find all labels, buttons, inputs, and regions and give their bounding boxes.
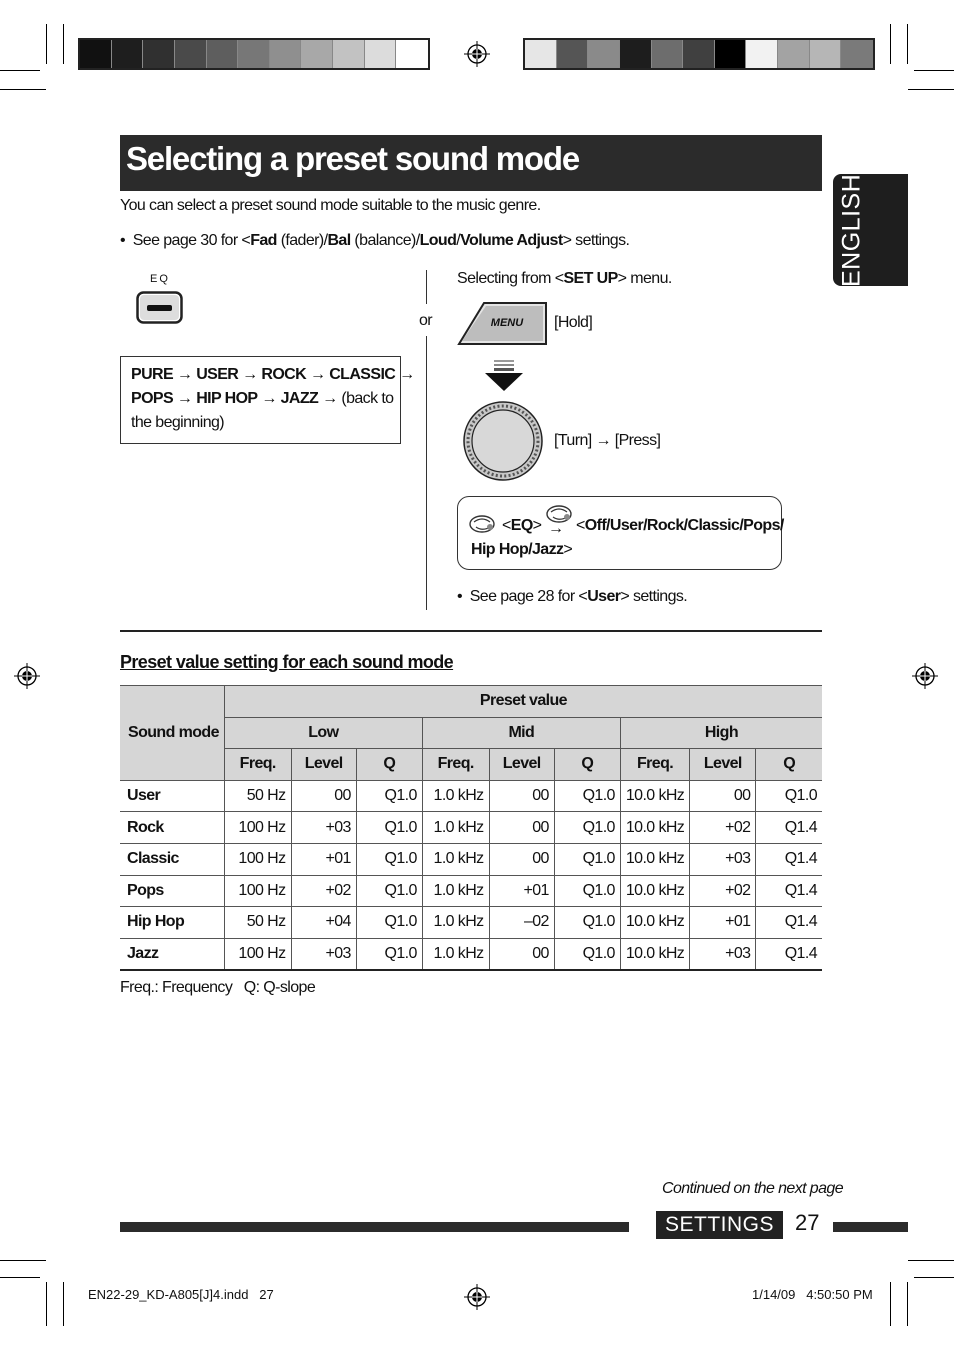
- value-cell: +02: [690, 875, 756, 907]
- color-swatch: [80, 40, 112, 68]
- crop-mark: [46, 24, 47, 64]
- table-row: [120, 875, 822, 907]
- value-cell: +02: [690, 812, 756, 844]
- value-cell: 10.0 kHz: [620, 812, 689, 844]
- header-q: Q: [356, 749, 422, 781]
- crop-mark: [46, 1282, 47, 1326]
- color-swatch: [333, 40, 365, 68]
- value-cell: 00: [489, 938, 554, 970]
- value-cell: 00: [489, 843, 554, 875]
- value-cell: +03: [291, 938, 356, 970]
- crop-mark: [0, 1260, 46, 1261]
- print-file-info: EN22-29_KD-A805[J]4.indd 27: [88, 1287, 274, 1302]
- crop-mark: [907, 24, 908, 64]
- header-freq: Freq.: [620, 749, 689, 781]
- color-swatch: [715, 40, 747, 68]
- value-cell: +03: [291, 812, 356, 844]
- value-cell: 1.0 kHz: [422, 780, 489, 812]
- header-q: Q: [756, 749, 822, 781]
- footer-bar: [833, 1222, 908, 1232]
- eq-options-list: <Off/User/Rock/Classic/Pops/: [576, 517, 784, 534]
- intro-text: You can select a preset sound mode suitable to the music genre.: [120, 197, 541, 214]
- value-cell: 10.0 kHz: [620, 907, 689, 939]
- value-cell: 00: [489, 780, 554, 812]
- language-tab-label: ENGLISH: [837, 173, 866, 287]
- turn-press-label: [Turn] → [Press]: [554, 432, 661, 449]
- color-swatch: [683, 40, 715, 68]
- control-dial-icon[interactable]: [463, 401, 543, 481]
- table-row: [120, 907, 822, 939]
- header-sound-mode: Sound mode: [120, 686, 224, 781]
- value-cell: Q1.4: [756, 907, 822, 939]
- value-cell: 10.0 kHz: [620, 875, 689, 907]
- value-cell: 10.0 kHz: [620, 780, 689, 812]
- setup-menu-instruction: Selecting from <SET UP> menu.: [457, 270, 672, 287]
- crop-mark: [908, 1260, 954, 1261]
- value-cell: Q1.0: [756, 780, 822, 812]
- crop-mark: [890, 24, 891, 64]
- value-cell: Q1.0: [554, 938, 620, 970]
- value-cell: 100 Hz: [224, 875, 291, 907]
- color-swatch: [238, 40, 270, 68]
- value-cell: Q1.4: [756, 938, 822, 970]
- table-row: [120, 843, 822, 875]
- section-divider: [120, 630, 822, 632]
- table-row: [120, 780, 822, 812]
- color-swatch: [143, 40, 175, 68]
- eq-options-list-continued: Hip Hop/Jazz>: [471, 541, 573, 558]
- continued-note: Continued on the next page: [662, 1180, 844, 1197]
- value-cell: Q1.0: [356, 938, 422, 970]
- header-freq: Freq.: [224, 749, 291, 781]
- color-swatch: [652, 40, 684, 68]
- crop-mark: [914, 1277, 954, 1278]
- table-row: [120, 938, 822, 970]
- value-cell: 100 Hz: [224, 843, 291, 875]
- color-swatch: [778, 40, 810, 68]
- crop-mark: [907, 1282, 908, 1326]
- header-preset-value: Preset value: [224, 686, 822, 718]
- value-cell: Q1.0: [356, 780, 422, 812]
- value-cell: Q1.4: [756, 812, 822, 844]
- column-divider: [426, 270, 427, 304]
- crop-mark: [63, 1282, 64, 1326]
- sound-mode-cell: Rock: [120, 812, 224, 844]
- hand-press-icon: [468, 513, 498, 535]
- header-level: Level: [690, 749, 756, 781]
- eq-sequence-box: PURE → USER → ROCK → CLASSIC → POPS → HIP HOP → JAZZ → (back to the beginning): [120, 356, 401, 444]
- color-calibration-bar-right: [523, 38, 875, 70]
- footer-bar: [120, 1222, 629, 1232]
- page-title: Selecting a preset sound mode: [126, 140, 579, 177]
- header-level: Level: [489, 749, 554, 781]
- value-cell: +01: [291, 843, 356, 875]
- value-cell: Q1.0: [554, 843, 620, 875]
- value-cell: Q1.4: [756, 875, 822, 907]
- value-cell: 1.0 kHz: [422, 843, 489, 875]
- section-label: SETTINGS: [656, 1211, 783, 1239]
- value-cell: +01: [690, 907, 756, 939]
- color-swatch: [620, 40, 652, 68]
- eq-button-label: EQ: [150, 273, 170, 285]
- table-footnote: Freq.: Frequency Q: Q-slope: [120, 979, 316, 996]
- value-cell: Q1.0: [554, 812, 620, 844]
- value-cell: 50 Hz: [224, 907, 291, 939]
- menu-button-icon[interactable]: [456, 299, 548, 347]
- color-calibration-bar-left: [78, 38, 430, 70]
- color-swatch: [810, 40, 842, 68]
- color-swatch: [525, 40, 557, 68]
- value-cell: 100 Hz: [224, 812, 291, 844]
- value-cell: Q1.0: [356, 843, 422, 875]
- color-swatch: [207, 40, 239, 68]
- color-swatch: [557, 40, 589, 68]
- value-cell: 10.0 kHz: [620, 843, 689, 875]
- eq-button-icon[interactable]: [136, 291, 184, 325]
- value-cell: 00: [489, 812, 554, 844]
- color-swatch: [588, 40, 620, 68]
- value-cell: Q1.0: [356, 875, 422, 907]
- value-cell: 100 Hz: [224, 938, 291, 970]
- crop-mark: [0, 70, 40, 71]
- hold-label: [Hold]: [554, 314, 593, 331]
- color-swatch: [396, 40, 428, 68]
- value-cell: Q1.4: [756, 843, 822, 875]
- crop-mark: [914, 70, 954, 71]
- column-divider: [426, 336, 427, 610]
- value-cell: +03: [690, 843, 756, 875]
- registration-mark-icon: [464, 41, 490, 67]
- value-cell: Q1.0: [356, 907, 422, 939]
- sound-mode-cell: Classic: [120, 843, 224, 875]
- header-q: Q: [554, 749, 620, 781]
- value-cell: Q1.0: [356, 812, 422, 844]
- sound-mode-cell: Pops: [120, 875, 224, 907]
- arrow-label: →: [548, 520, 564, 537]
- color-swatch: [270, 40, 302, 68]
- value-cell: 1.0 kHz: [422, 907, 489, 939]
- print-date-info: 1/14/09 4:50:50 PM: [752, 1287, 873, 1302]
- color-swatch: [301, 40, 333, 68]
- page-number: 27: [795, 1210, 820, 1235]
- header-band-mid: Mid: [422, 717, 620, 749]
- value-cell: 1.0 kHz: [422, 812, 489, 844]
- header-level: Level: [291, 749, 356, 781]
- header-band-low: Low: [224, 717, 422, 749]
- color-swatch: [112, 40, 144, 68]
- color-swatch: [746, 40, 778, 68]
- value-cell: 00: [291, 780, 356, 812]
- crop-mark: [0, 89, 46, 90]
- registration-mark-icon: [14, 663, 40, 689]
- value-cell: +02: [291, 875, 356, 907]
- eq-menu-item: <EQ>: [502, 517, 542, 534]
- down-arrow-icon: [485, 360, 523, 392]
- bullet-user-reference: • See page 28 for <User> settings.: [457, 588, 688, 605]
- sound-mode-cell: Hip Hop: [120, 907, 224, 939]
- bullet-settings-reference: • See page 30 for <Fad (fader)/Bal (balance)/Loud/Volume Adjust> settings.: [120, 232, 630, 249]
- value-cell: 1.0 kHz: [422, 938, 489, 970]
- color-swatch: [365, 40, 397, 68]
- sound-mode-cell: User: [120, 780, 224, 812]
- registration-mark-icon: [912, 663, 938, 689]
- color-swatch: [175, 40, 207, 68]
- registration-mark-icon: [464, 1284, 490, 1310]
- header-band-high: High: [620, 717, 822, 749]
- crop-mark: [890, 1282, 891, 1326]
- value-cell: +04: [291, 907, 356, 939]
- section-title: Preset value setting for each sound mode: [120, 652, 454, 672]
- value-cell: 00: [690, 780, 756, 812]
- sound-mode-cell: Jazz: [120, 938, 224, 970]
- value-cell: 1.0 kHz: [422, 875, 489, 907]
- value-cell: 50 Hz: [224, 780, 291, 812]
- value-cell: +01: [489, 875, 554, 907]
- crop-mark: [908, 89, 954, 90]
- or-label: or: [419, 312, 433, 329]
- value-cell: Q1.0: [554, 907, 620, 939]
- value-cell: –02: [489, 907, 554, 939]
- value-cell: 10.0 kHz: [620, 938, 689, 970]
- value-cell: Q1.0: [554, 875, 620, 907]
- svg-text:MENU: MENU: [490, 317, 524, 329]
- header-freq: Freq.: [422, 749, 489, 781]
- crop-mark: [63, 24, 64, 64]
- crop-mark: [0, 1277, 40, 1278]
- table-row: [120, 812, 822, 844]
- preset-value-table: [120, 685, 822, 971]
- color-swatch: [841, 40, 873, 68]
- value-cell: +03: [690, 938, 756, 970]
- value-cell: Q1.0: [554, 780, 620, 812]
